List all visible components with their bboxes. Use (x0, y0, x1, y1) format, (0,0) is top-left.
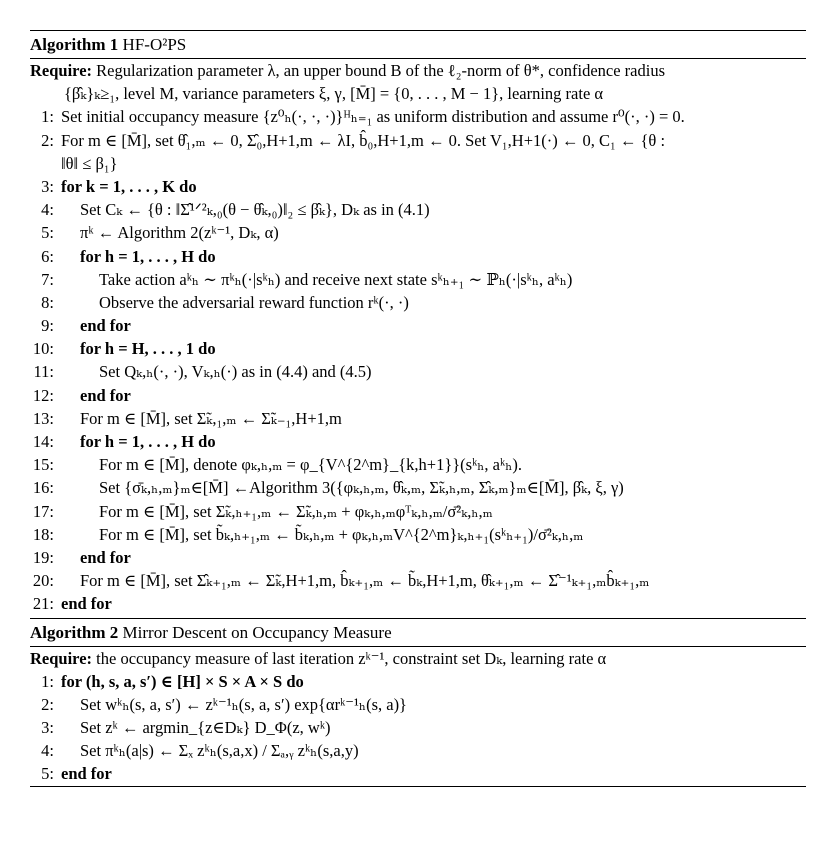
algorithm-1-block (30, 30, 806, 616)
line-text: end for (61, 764, 112, 784)
line-text: Set initial occupancy measure {z⁰ₕ(·, ·, ·)}ᴴₕ₌₁ as uniform distribution and assume r⁰(·, ·) = 0. (61, 107, 685, 127)
line-text: end for (80, 385, 131, 405)
algorithm-line (30, 693, 806, 716)
line-text: Set Cₖ ← {θ : ‖Σ̂¹ᐟ²ₖ,₀(θ − θ̂ₖ,₀)‖₂ ≤ β̂ₖ}, Dₖ as in (4.1) (80, 200, 430, 220)
line-text: πᵏ ← Algorithm 2(zᵏ⁻¹, Dₖ, α) (80, 223, 279, 243)
line-text: For m ∈ [M̄], set Σ̂ₖ₊₁,ₘ ← Σ̃ₖ,H+1,m, b̂ₖ₊₁,ₘ ← b̃ₖ,H+1,m, θ̂ₖ₊₁,ₘ ← Σ̂⁻¹ₖ₊₁,ₘb̂ₖ₊₁,ₘ (80, 571, 650, 591)
algorithm-line (30, 453, 806, 476)
line-text: for h = H, . . . , 1 do (80, 339, 216, 359)
algorithm-line (30, 175, 806, 198)
algorithm-2-label: Algorithm 2 (30, 622, 119, 642)
require-label: Require: (30, 648, 93, 668)
line-text: for (h, s, a, s′) ∈ [H] × S × A × S do (61, 671, 304, 691)
line-number: 16: (32, 478, 54, 498)
algorithm-1-caption (30, 31, 806, 59)
require-text-2: {β̂ₖ}ₖ≥₁, level M, variance parameters ξ, γ, [M̄] = {0, . . . , M − 1}, learning rate α (64, 84, 604, 104)
line-number: 20: (32, 571, 54, 591)
algorithm-line (30, 245, 806, 268)
algorithm-line (30, 360, 806, 383)
algorithm-line (30, 592, 806, 615)
line-text: Take action aᵏₕ ∼ πᵏₕ(·|sᵏₕ) and receive next state sᵏₕ₊₁ ∼ ℙₕ(·|sᵏₕ, aᵏₕ) (99, 269, 573, 289)
line-number: 5: (41, 764, 54, 784)
algorithm-1-lines (30, 105, 806, 615)
line-number: 4: (41, 200, 54, 220)
line-number: 2: (41, 130, 54, 150)
algorithm-line (30, 407, 806, 430)
algorithm-line (30, 476, 806, 499)
line-number: 18: (32, 524, 54, 544)
algorithm-line (30, 337, 806, 360)
algorithm-2-body (30, 647, 806, 786)
algorithm-line (30, 129, 806, 152)
algorithm-line (30, 430, 806, 453)
line-number: 17: (32, 501, 54, 521)
algorithm-2-title: Mirror Descent on Occupancy Measure (122, 622, 392, 642)
algorithm-line (30, 762, 806, 785)
line-text: for k = 1, . . . , K do (61, 176, 197, 196)
line-number: 15: (32, 455, 54, 475)
algorithm-1-label: Algorithm 1 (30, 35, 119, 54)
line-number: 2: (41, 694, 54, 714)
algorithm-2-lines (30, 670, 806, 786)
line-number: 1: (41, 107, 54, 127)
line-text: Set Qₖ,ₕ(·, ·), Vₖ,ₕ(·) as in (4.4) and (4.5) (99, 362, 372, 382)
algorithm-line (30, 198, 806, 221)
algorithm-line (30, 500, 806, 523)
algorithm-line (30, 105, 806, 128)
algorithm-line (30, 268, 806, 291)
algorithm-line (30, 523, 806, 546)
line-number: 8: (41, 292, 54, 312)
line-number: 11: (33, 362, 54, 382)
line-number: 19: (32, 547, 54, 567)
line-number: 1: (41, 671, 54, 691)
line-text: for h = 1, . . . , H do (80, 246, 216, 266)
line-text: Set πᵏₕ(a|s) ← Σₓ zᵏₕ(s,a,x) / Σₐ,ᵧ zᵏₕ(s,a,y) (80, 741, 359, 761)
line-text: for h = 1, . . . , H do (80, 432, 216, 452)
algorithm-line (30, 384, 806, 407)
line-text: end for (61, 594, 112, 614)
line-text: For m ∈ [M̄], set b̃ₖ,ₕ₊₁,ₘ ← b̃ₖ,ₕ,ₘ + φₖ,ₕ,ₘV^{2^m}ₖ,ₕ₊₁(sᵏₕ₊₁)/σ̄²ₖ,ₕ,ₘ (99, 524, 584, 544)
algorithm-line (30, 221, 806, 244)
line-number: 21: (32, 594, 54, 614)
line-text: ‖θ‖ ≤ β₁} (61, 153, 118, 173)
algorithm-1-title: HF-O²PS (122, 35, 187, 54)
line-text: For m ∈ [M̄], set Σ̃ₖ,ₕ₊₁,ₘ ← Σ̃ₖ,ₕ,ₘ + φₖ,ₕ,ₘφᵀₖ,ₕ,ₘ/σ̄²ₖ,ₕ,ₘ (99, 501, 493, 521)
require-text-1: the occupancy measure of last iteration zᵏ⁻¹, constraint set Dₖ, learning rate α (96, 648, 607, 668)
line-number: 14: (32, 432, 54, 452)
algorithm-page (30, 30, 806, 787)
line-number: 5: (41, 223, 54, 243)
line-number: 3: (41, 718, 54, 738)
line-text: Set zᵏ ← argmin_{z∈Dₖ} D_Φ(z, wᵏ) (80, 718, 331, 738)
algorithm-line (30, 152, 806, 175)
algorithm-2-require (30, 647, 806, 670)
require-label: Require: (30, 61, 93, 80)
line-number: 6: (41, 246, 54, 266)
algorithm-line (30, 569, 806, 592)
line-text: end for (80, 547, 131, 567)
line-text: For m ∈ [M̄], set θ̂₁,ₘ ← 0, Σ̂₀,H+1,m ← λI, b̂₀,H+1,m ← 0. Set V₁,H+1(·) ← 0, C₁ ← {θ : (61, 130, 666, 150)
line-text: Set wᵏₕ(s, a, s′) ← zᵏ⁻¹ₕ(s, a, s′) exp{αrᵏ⁻¹ₕ(s, a)} (80, 694, 407, 714)
line-number: 13: (32, 408, 54, 428)
line-number: 7: (41, 269, 54, 289)
algorithm-1-body (30, 59, 806, 616)
algorithm-line (30, 314, 806, 337)
algorithm-2-bottom-rule (30, 786, 806, 787)
line-text: end for (80, 316, 131, 336)
line-text: Observe the adversarial reward function rᵏ(·, ·) (99, 292, 409, 312)
algorithm-2-caption (30, 619, 806, 647)
algorithm-1-require (30, 59, 806, 105)
algorithm-2-block (30, 619, 806, 787)
algorithm-line (30, 546, 806, 569)
algorithm-line (30, 739, 806, 762)
algorithm-line (30, 716, 806, 739)
line-text: Set {σ̄ₖ,ₕ,ₘ}ₘ∈[M̄] ←Algorithm 3({φₖ,ₕ,ₘ, θ̂ₖ,ₘ, Σ̃ₖ,ₕ,ₘ, Σ̂ₖ,ₘ}ₘ∈[M̄], β̂ₖ, ξ, γ) (99, 478, 624, 498)
algorithm-line (30, 291, 806, 314)
line-number: 10: (32, 339, 54, 359)
line-number: 3: (41, 176, 54, 196)
line-text: For m ∈ [M̄], set Σ̃ₖ,₁,ₘ ← Σ̃ₖ₋₁,H+1,m (80, 408, 342, 428)
require-text-1: Regularization parameter λ, an upper bound B of the ℓ₂-norm of θ*, confidence radius (96, 61, 665, 80)
line-number: 9: (41, 316, 54, 336)
line-number: 4: (41, 741, 54, 761)
line-number: 12: (32, 385, 54, 405)
line-text: For m ∈ [M̄], denote φₖ,ₕ,ₘ = φ_{V^{2^m}_{k,h+1}}(sᵏₕ, aᵏₕ). (99, 455, 522, 475)
algorithm-line (30, 670, 806, 693)
